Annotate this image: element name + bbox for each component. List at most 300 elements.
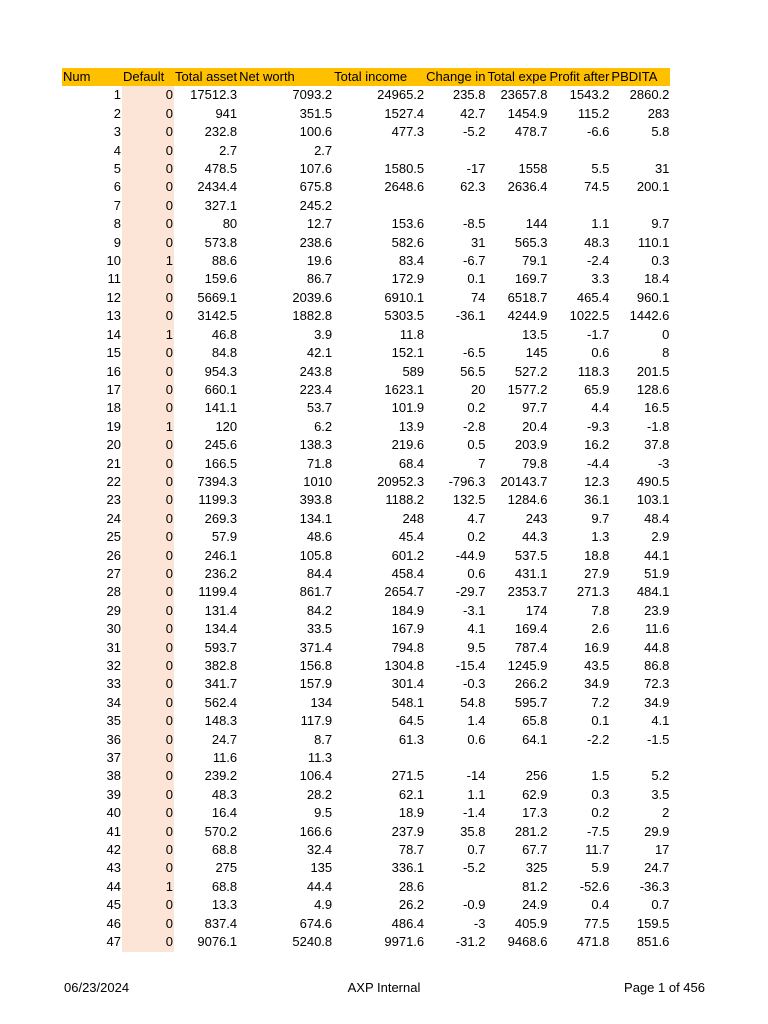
cell-default: 1 (122, 418, 174, 436)
cell-pbdita: 9.7 (651, 216, 670, 232)
cell-total-asset: 1199.3 (198, 492, 238, 508)
table-row (62, 915, 670, 933)
cell-total-expe: 787.4 (514, 639, 548, 655)
cell-total-expe: 23657.8 (500, 87, 548, 103)
cell-default: 0 (122, 804, 174, 822)
cell-total-expe (486, 142, 548, 160)
cell-change-in: -796.3 (448, 473, 486, 489)
cell-profit-after: 1.3 (591, 529, 610, 545)
cell-num: 26 (106, 547, 121, 563)
cell-net-worth: 33.5 (306, 621, 333, 637)
cell-total-asset: 2.7 (219, 142, 238, 158)
cell-change-in: -6.7 (463, 253, 486, 269)
cell-profit-after: 0.3 (591, 786, 610, 802)
cell-pbdita: 200.1 (636, 179, 670, 195)
cell-net-worth: 674.6 (299, 915, 333, 931)
table-row (62, 694, 670, 712)
cell-pbdita: 24.7 (644, 860, 670, 876)
cell-change-in: 0.7 (467, 842, 486, 858)
column-header-total-income: Total income (333, 68, 425, 86)
cell-pbdita: 128.6 (636, 381, 670, 397)
cell-pbdita: 0.3 (651, 253, 670, 269)
cell-change-in: -14 (466, 768, 486, 784)
table-row (62, 399, 670, 417)
cell-profit-after: 11.7 (585, 842, 610, 858)
cell-total-income: 248 (402, 510, 425, 526)
cell-pbdita: 0 (662, 326, 670, 342)
cell-change-in (425, 878, 486, 896)
cell-pbdita: 72.3 (644, 676, 670, 692)
table-row (62, 657, 670, 675)
cell-pbdita: 201.5 (636, 363, 670, 379)
cell-profit-after: 27.9 (584, 565, 610, 581)
cell-profit-after: 1.1 (591, 216, 610, 232)
cell-total-asset: 131.4 (204, 602, 238, 618)
cell-num: 34 (106, 694, 121, 710)
cell-net-worth: 106.4 (299, 768, 333, 784)
cell-num: 25 (106, 529, 121, 545)
cell-default: 0 (122, 823, 174, 841)
table-row (62, 620, 670, 638)
cell-total-income: 582.6 (391, 234, 425, 250)
cell-total-asset: 88.6 (211, 253, 238, 269)
cell-pbdita: 86.8 (644, 658, 670, 673)
cell-change-in: 0.6 (467, 565, 486, 581)
cell-total-expe: 81.2 (522, 878, 548, 894)
cell-num: 44 (106, 878, 121, 894)
cell-total-asset: 478.5 (204, 161, 238, 177)
cell-net-worth: 3.9 (314, 326, 333, 342)
cell-total-asset: 84.8 (211, 345, 238, 361)
cell-net-worth: 5240.8 (292, 934, 333, 950)
cell-total-income: 172.9 (391, 271, 425, 287)
footer-label: AXP Internal (347, 980, 421, 995)
cell-profit-after: -2.2 (587, 731, 610, 747)
table-row (62, 455, 670, 473)
cell-profit-after: 43.5 (584, 658, 610, 673)
cell-default: 0 (122, 915, 174, 933)
cell-default: 0 (122, 933, 174, 951)
table-row (62, 510, 670, 528)
cell-total-expe: 13.5 (522, 326, 548, 342)
cell-default: 0 (122, 657, 174, 675)
cell-default: 0 (122, 86, 174, 104)
table-row (62, 381, 670, 399)
cell-change-in (425, 142, 486, 160)
cell-change-in: 74 (470, 289, 486, 305)
cell-total-asset: 68.8 (211, 842, 238, 858)
cell-total-expe: 1454.9 (507, 105, 548, 121)
table-row (62, 307, 670, 325)
cell-change-in: 4.1 (467, 621, 486, 637)
cell-total-asset: 9076.1 (197, 934, 238, 950)
table-row (62, 289, 670, 307)
cell-total-expe: 256 (525, 768, 548, 784)
cell-profit-after: 48.3 (584, 234, 610, 250)
financial-data-table (62, 68, 670, 952)
cell-total-asset: 11.6 (212, 750, 238, 766)
cell-total-income: 219.6 (391, 437, 425, 453)
cell-default: 0 (122, 142, 174, 160)
cell-change-in: -0.9 (463, 897, 486, 913)
cell-total-income: 26.2 (398, 897, 425, 913)
cell-pbdita: 159.5 (636, 915, 670, 931)
cell-net-worth: 105.8 (299, 547, 333, 563)
cell-num: 18 (106, 400, 121, 416)
cell-net-worth: 84.2 (306, 602, 333, 618)
cell-default: 0 (122, 234, 174, 252)
table-header-row (62, 68, 670, 86)
cell-default: 0 (122, 639, 174, 657)
cell-profit-after: 0.1 (591, 713, 610, 729)
footer-date: 06/23/2024 (64, 980, 130, 995)
cell-profit-after: 0.6 (591, 345, 610, 361)
cell-total-expe: 44.3 (522, 529, 548, 545)
cell-total-expe: 67.7 (522, 842, 548, 858)
column-header-total-expe: Total expe (486, 68, 548, 86)
cell-net-worth: 6.2 (314, 418, 333, 434)
table-row (62, 804, 670, 822)
table-row (62, 731, 670, 749)
table-row (62, 547, 670, 565)
cell-pbdita: 2 (662, 805, 670, 821)
cell-total-expe: 169.4 (514, 621, 548, 637)
cell-total-income: 237.9 (391, 823, 425, 839)
column-header-net-worth: Net worth (238, 68, 333, 86)
cell-profit-after: 34.9 (584, 676, 610, 692)
cell-net-worth: 71.8 (306, 455, 333, 471)
cell-default: 0 (122, 510, 174, 528)
cell-total-asset: 2434.4 (197, 179, 238, 195)
cell-total-expe: 565.3 (514, 234, 548, 250)
cell-total-asset: 57.9 (211, 529, 238, 545)
cell-change-in: 0.5 (467, 437, 486, 453)
cell-profit-after: 7.2 (591, 694, 610, 710)
cell-change-in: -2.8 (463, 418, 486, 434)
cell-total-income: 167.9 (391, 621, 425, 637)
cell-change-in (425, 326, 486, 344)
cell-total-asset: 275 (215, 860, 238, 876)
cell-default: 0 (122, 712, 174, 730)
cell-total-expe: 1245.9 (507, 658, 548, 673)
footer-page-number: Page 1 of 456 (624, 980, 705, 995)
cell-total-income: 1304.8 (384, 658, 425, 673)
cell-total-expe: 20.4 (522, 418, 548, 434)
cell-profit-after: 2.6 (591, 621, 610, 637)
cell-net-worth: 223.4 (299, 381, 333, 397)
cell-total-asset: 236.2 (204, 565, 238, 581)
cell-profit-after: 36.1 (584, 492, 610, 508)
cell-pbdita: 5.2 (651, 768, 670, 784)
table-row (62, 933, 670, 951)
cell-net-worth: 238.6 (299, 234, 333, 250)
cell-change-in: -8.5 (463, 216, 486, 232)
cell-pbdita: 11.6 (645, 621, 670, 637)
cell-total-income: 301.4 (391, 676, 425, 692)
cell-pbdita: 5.8 (651, 124, 670, 140)
cell-num: 27 (106, 565, 121, 581)
cell-default: 0 (122, 602, 174, 620)
cell-profit-after: -2.4 (587, 253, 610, 269)
cell-net-worth: 2.7 (314, 142, 333, 158)
cell-total-expe: 281.2 (514, 823, 548, 839)
cell-total-income: 101.9 (391, 400, 425, 416)
cell-profit-after: 271.3 (576, 584, 610, 600)
cell-total-asset: 159.6 (204, 271, 238, 287)
cell-pbdita: 110.1 (637, 234, 670, 250)
column-header-default: Default (122, 68, 174, 86)
table-row (62, 528, 670, 546)
cell-total-asset: 660.1 (204, 381, 238, 397)
cell-profit-after: 3.3 (591, 271, 610, 287)
cell-total-expe: 64.1 (522, 731, 548, 747)
cell-profit-after: -1.7 (587, 326, 610, 342)
cell-profit-after: 4.4 (591, 400, 610, 416)
cell-change-in: 9.5 (467, 639, 486, 655)
cell-pbdita: 18.4 (644, 271, 670, 287)
cell-num: 30 (106, 621, 121, 637)
cell-profit-after: -52.6 (579, 878, 610, 894)
cell-net-worth: 4.9 (314, 897, 333, 913)
cell-net-worth: 19.6 (306, 253, 333, 269)
cell-total-asset: 837.4 (204, 915, 238, 931)
cell-total-expe: 1558 (518, 161, 548, 177)
table-row (62, 215, 670, 233)
cell-total-income: 1527.4 (384, 105, 425, 121)
cell-total-expe: 9468.6 (507, 934, 548, 950)
cell-total-income: 2654.7 (384, 584, 425, 600)
cell-net-worth: 371.4 (299, 639, 333, 655)
cell-net-worth: 100.6 (299, 124, 333, 140)
cell-num: 47 (106, 934, 121, 950)
table-row (62, 639, 670, 657)
cell-profit-after: 18.8 (584, 547, 610, 563)
cell-num: 23 (106, 492, 121, 508)
cell-total-expe: 431.1 (514, 565, 548, 581)
cell-default: 0 (122, 178, 174, 196)
cell-default: 0 (122, 197, 174, 215)
cell-total-asset: 246.1 (204, 547, 238, 563)
cell-pbdita: 2.9 (651, 529, 670, 545)
table-row (62, 896, 670, 914)
cell-total-income: 184.9 (391, 602, 425, 618)
cell-default: 0 (122, 491, 174, 509)
cell-change-in: 31 (470, 234, 486, 250)
cell-pbdita: 23.9 (644, 602, 670, 618)
cell-total-expe: 62.9 (522, 786, 548, 802)
cell-default: 0 (122, 547, 174, 565)
cell-num: 20 (106, 437, 121, 453)
cell-num: 4 (113, 142, 121, 158)
cell-profit-after: 465.4 (576, 289, 610, 305)
cell-total-asset: 5669.1 (197, 289, 238, 305)
cell-profit-after: 471.8 (576, 934, 610, 950)
cell-default: 0 (122, 123, 174, 141)
cell-total-expe: 243 (525, 510, 548, 526)
cell-total-expe: 266.2 (514, 676, 548, 692)
cell-default: 0 (122, 528, 174, 546)
cell-num: 7 (113, 197, 121, 213)
cell-profit-after: 1022.5 (569, 308, 610, 324)
cell-num: 45 (106, 897, 121, 913)
cell-num: 46 (106, 915, 121, 931)
cell-change-in: 56.5 (460, 363, 486, 379)
cell-default: 0 (122, 786, 174, 804)
cell-num: 36 (106, 731, 121, 747)
cell-total-income: 13.9 (398, 418, 425, 434)
cell-total-asset: 232.8 (204, 124, 238, 140)
cell-change-in: 132.5 (452, 492, 486, 508)
cell-total-income: 64.5 (398, 713, 425, 729)
cell-profit-after: -7.5 (587, 823, 610, 839)
cell-num: 39 (106, 786, 121, 802)
cell-default: 1 (122, 326, 174, 344)
cell-num: 8 (113, 216, 121, 232)
cell-default: 0 (122, 455, 174, 473)
cell-net-worth: 28.2 (306, 786, 333, 802)
table-row (62, 841, 670, 859)
cell-change-in: 0.2 (467, 400, 486, 416)
cell-pbdita: 48.4 (644, 510, 670, 526)
cell-net-worth: 107.6 (299, 161, 333, 177)
cell-net-worth: 32.4 (306, 842, 333, 858)
table-row (62, 326, 670, 344)
cell-num: 10 (106, 253, 121, 269)
cell-default: 0 (122, 215, 174, 233)
column-header-num: Num (62, 68, 122, 86)
cell-total-income: 486.4 (391, 915, 425, 931)
cell-net-worth: 135 (310, 860, 333, 876)
cell-total-income: 62.1 (398, 786, 425, 802)
cell-default: 0 (122, 620, 174, 638)
cell-net-worth: 166.6 (299, 823, 333, 839)
cell-total-income: 6910.1 (384, 289, 425, 305)
cell-num: 21 (106, 455, 121, 471)
cell-pbdita: 34.9 (644, 694, 670, 710)
cell-total-asset: 954.3 (204, 363, 238, 379)
cell-total-income: 20952.3 (377, 473, 425, 489)
cell-total-expe: 478.7 (514, 124, 548, 140)
cell-total-asset: 68.8 (211, 878, 238, 894)
cell-default: 0 (122, 160, 174, 178)
cell-pbdita: 51.9 (644, 565, 670, 581)
cell-default: 0 (122, 749, 174, 767)
cell-total-asset: 593.7 (204, 639, 238, 655)
cell-profit-after: 5.5 (591, 161, 610, 177)
cell-pbdita: 31 (654, 161, 670, 177)
cell-change-in: -29.7 (455, 584, 486, 600)
cell-profit-after: 9.7 (591, 510, 610, 526)
cell-default: 0 (122, 289, 174, 307)
cell-total-income: 83.4 (398, 253, 425, 269)
cell-profit-after: 5.9 (591, 860, 610, 876)
column-header-change-in: Change in (425, 68, 486, 86)
cell-num: 9 (113, 234, 121, 250)
cell-total-expe: 2353.7 (507, 584, 548, 600)
column-header-profit-after: Profit after (548, 68, 610, 86)
table-row (62, 583, 670, 601)
cell-pbdita: 4.1 (651, 713, 670, 729)
cell-num: 1 (113, 87, 121, 103)
table-row (62, 823, 670, 841)
cell-total-income (333, 142, 425, 160)
cell-total-asset: 573.8 (204, 234, 238, 250)
table-row (62, 197, 670, 215)
cell-num: 14 (106, 326, 121, 342)
cell-profit-after (548, 197, 610, 215)
cell-change-in: -5.2 (463, 860, 486, 876)
cell-default: 0 (122, 694, 174, 712)
cell-pbdita: 44.1 (644, 547, 670, 563)
cell-num: 22 (106, 473, 121, 489)
cell-default: 1 (122, 252, 174, 270)
cell-total-expe: 527.2 (514, 363, 548, 379)
table-row (62, 123, 670, 141)
cell-net-worth: 675.8 (299, 179, 333, 195)
cell-pbdita: 16.5 (644, 400, 670, 416)
cell-pbdita (610, 142, 670, 160)
cell-total-income: 61.3 (398, 731, 425, 747)
cell-change-in: -6.5 (463, 345, 486, 361)
cell-total-asset: 239.2 (204, 768, 238, 784)
cell-pbdita: 484.1 (636, 584, 670, 600)
cell-net-worth: 393.8 (299, 492, 333, 508)
table-row (62, 252, 670, 270)
table-row (62, 859, 670, 877)
cell-total-income: 1580.5 (384, 161, 425, 177)
cell-pbdita: 283 (647, 105, 670, 121)
cell-total-asset: 3142.5 (197, 308, 238, 324)
cell-total-expe: 537.5 (514, 547, 548, 563)
table-row (62, 178, 670, 196)
cell-net-worth: 134 (310, 694, 333, 710)
table-row (62, 786, 670, 804)
cell-pbdita: -1.8 (647, 418, 670, 434)
cell-net-worth: 42.1 (306, 345, 333, 361)
cell-total-income: 152.1 (391, 345, 425, 361)
cell-pbdita (610, 197, 670, 215)
cell-total-asset: 16.4 (211, 805, 238, 821)
cell-num: 3 (113, 124, 121, 140)
cell-num: 35 (106, 713, 121, 729)
cell-change-in: 1.1 (467, 786, 486, 802)
cell-total-asset: 24.7 (211, 731, 238, 747)
cell-net-worth: 11.3 (307, 750, 333, 766)
cell-profit-after: 1.5 (591, 768, 610, 784)
cell-net-worth: 134.1 (299, 510, 333, 526)
column-header-total-asset: Total asset (174, 68, 238, 86)
cell-change-in: -1.4 (463, 805, 486, 821)
cell-total-asset: 7394.3 (197, 473, 238, 489)
cell-total-asset: 141.1 (204, 400, 238, 416)
cell-default: 0 (122, 344, 174, 362)
cell-pbdita: 0.7 (651, 897, 670, 913)
cell-net-worth: 86.7 (306, 271, 333, 287)
cell-pbdita: 17 (654, 842, 670, 858)
cell-default: 0 (122, 767, 174, 785)
table-row (62, 436, 670, 454)
cell-total-income: 28.6 (398, 878, 425, 894)
cell-pbdita: 37.8 (644, 437, 670, 453)
cell-num: 42 (106, 842, 121, 858)
cell-default: 0 (122, 565, 174, 583)
cell-total-expe: 17.3 (522, 805, 548, 821)
cell-total-income: 45.4 (398, 529, 425, 545)
cell-total-income (333, 749, 425, 767)
cell-total-asset: 120 (215, 418, 238, 434)
cell-pbdita: 851.6 (636, 934, 670, 950)
table-row (62, 878, 670, 896)
